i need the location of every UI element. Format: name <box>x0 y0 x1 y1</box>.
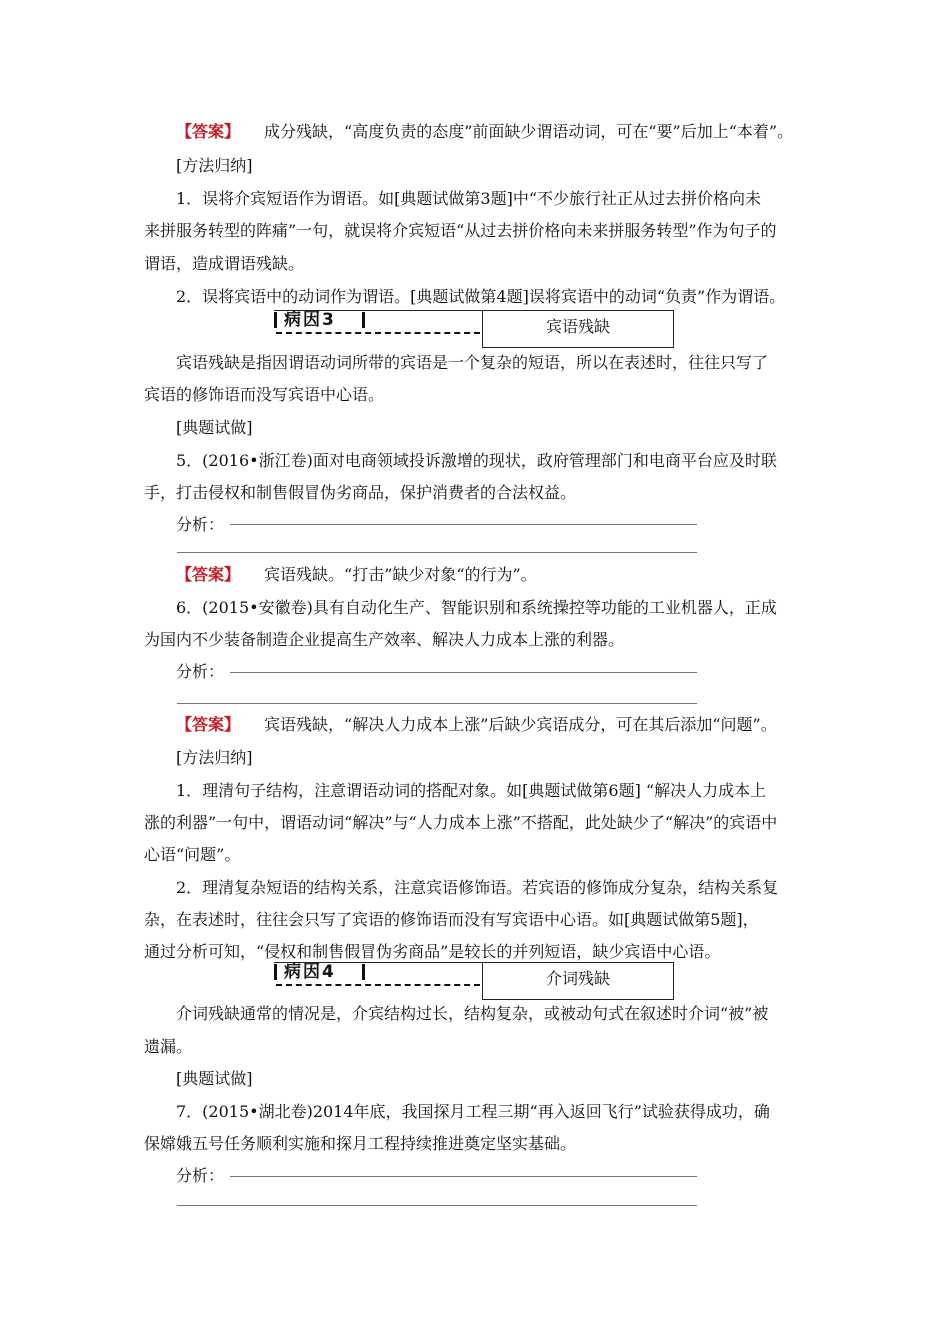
question-text: 为国内不少装备制造企业提高生产效率、解决人力成本上涨的利器。 <box>144 630 625 649</box>
paragraph-text: 介词残缺通常的情况是，介宾结构过长，结构复杂，或被动句式在叙述时介词“被”被 <box>176 1004 769 1023</box>
analysis-label: 分析： <box>176 515 225 534</box>
practice-heading: [典题试做] <box>176 418 253 437</box>
answer-blank-line <box>230 672 697 673</box>
answer-tag: 【答案】 <box>176 715 241 734</box>
practice-heading: [典题试做] <box>176 1069 253 1088</box>
method-text: 1．误将介宾短语作为谓语。如[典题试做第3题]中“不少旅行社正从过去拼价格向未 <box>176 189 762 208</box>
bracket-mark <box>274 312 277 328</box>
answer-blank-line <box>230 1176 697 1177</box>
method-text: 杂，在表述时，往往会只写了宾语的修饰语而没有写宾语中心语。如[典题试做第5题]， <box>144 910 759 929</box>
section-label: 病因3 <box>284 310 336 330</box>
answer-blank-line <box>177 1205 697 1206</box>
bracket-mark <box>274 964 277 980</box>
method-heading: [方法归纳] <box>176 748 253 767</box>
answer-text: 宾语残缺，“解决人力成本上涨”后缺少宾语成分，可在其后添加“问题”。 <box>264 715 777 734</box>
method-text: 心语“问题”。 <box>144 845 241 864</box>
method-heading: [方法归纳] <box>176 156 253 175</box>
method-text: 通过分析可知，“侵权和制售假冒伪劣商品”是较长的并列短语，缺少宾语中心语。 <box>144 942 721 961</box>
dashed-rule <box>276 984 480 986</box>
answer-blank-line <box>177 552 697 553</box>
paragraph-text: 宾语残缺是指因谓语动词所带的宾语是一个复杂的短语，所以在表述时，往往只写了 <box>176 353 769 372</box>
method-text: 1．理清句子结构，注意谓语动词的搭配对象。如[典题试做第6题] “解决人力成本上 <box>176 781 767 800</box>
section-header-box <box>274 310 674 348</box>
bracket-mark <box>362 312 365 328</box>
bracket-mark <box>362 964 365 980</box>
answer-line <box>176 715 856 735</box>
method-text: 谓语，造成谓语残缺。 <box>144 254 305 273</box>
answer-line <box>176 565 856 585</box>
answer-text: 成分残缺，“高度负责的态度”前面缺少谓语动词，可在“要”后加上“本着”。 <box>264 122 794 141</box>
question-text: 5．(2016•浙江卷)面对电商领域投诉激增的现状，政府管理部门和电商平台应及时联 <box>176 451 777 470</box>
answer-text: 宾语残缺。“打击”缺少对象“的行为”。 <box>264 565 537 584</box>
question-text: 手，打击侵权和制售假冒伪劣商品，保护消费者的合法权益。 <box>144 483 577 502</box>
answer-blank-line <box>230 524 697 525</box>
analysis-label: 分析： <box>176 1166 225 1185</box>
dashed-rule <box>276 332 480 334</box>
method-text: 涨的利器”一句中，谓语动词“解决”与“人力成本上涨”不搭配，此处缺少了“解决”的宾语中 <box>144 813 778 832</box>
answer-line <box>176 122 856 142</box>
paragraph-text: 遗漏。 <box>144 1037 193 1056</box>
paragraph-text: 宾语的修饰语而没写宾语中心语。 <box>144 385 385 404</box>
section-title: 介词残缺 <box>545 969 610 988</box>
answer-blank-line <box>177 703 697 704</box>
analysis-label: 分析： <box>176 662 225 681</box>
method-text: 2．误将宾语中的动词作为谓语。[典题试做第4题]误将宾语中的动词“负责”作为谓语。 <box>176 287 786 306</box>
method-text: 来拼服务转型的阵痛”一句，就误将介宾短语“从过去拼价格向未来拼服务转型”作为句子的 <box>144 221 777 240</box>
question-text: 7．(2015•湖北卷)2014年底，我国探月工程三期“再入返回飞行”试验获得成功，确 <box>176 1102 770 1121</box>
section-title: 宾语残缺 <box>545 317 610 336</box>
section-header-box <box>274 962 674 1000</box>
question-text: 6．(2015•安徽卷)具有自动化生产、智能识别和系统操控等功能的工业机器人，正成 <box>176 598 777 617</box>
section-label: 病因4 <box>284 962 336 982</box>
method-text: 2．理清复杂短语的结构关系，注意宾语修饰语。若宾语的修饰成分复杂，结构关系复 <box>176 878 779 897</box>
answer-tag: 【答案】 <box>176 122 241 141</box>
answer-tag: 【答案】 <box>176 565 241 584</box>
question-text: 保嫦娥五号任务顺利实施和探月工程持续推进奠定坚实基础。 <box>144 1134 577 1153</box>
